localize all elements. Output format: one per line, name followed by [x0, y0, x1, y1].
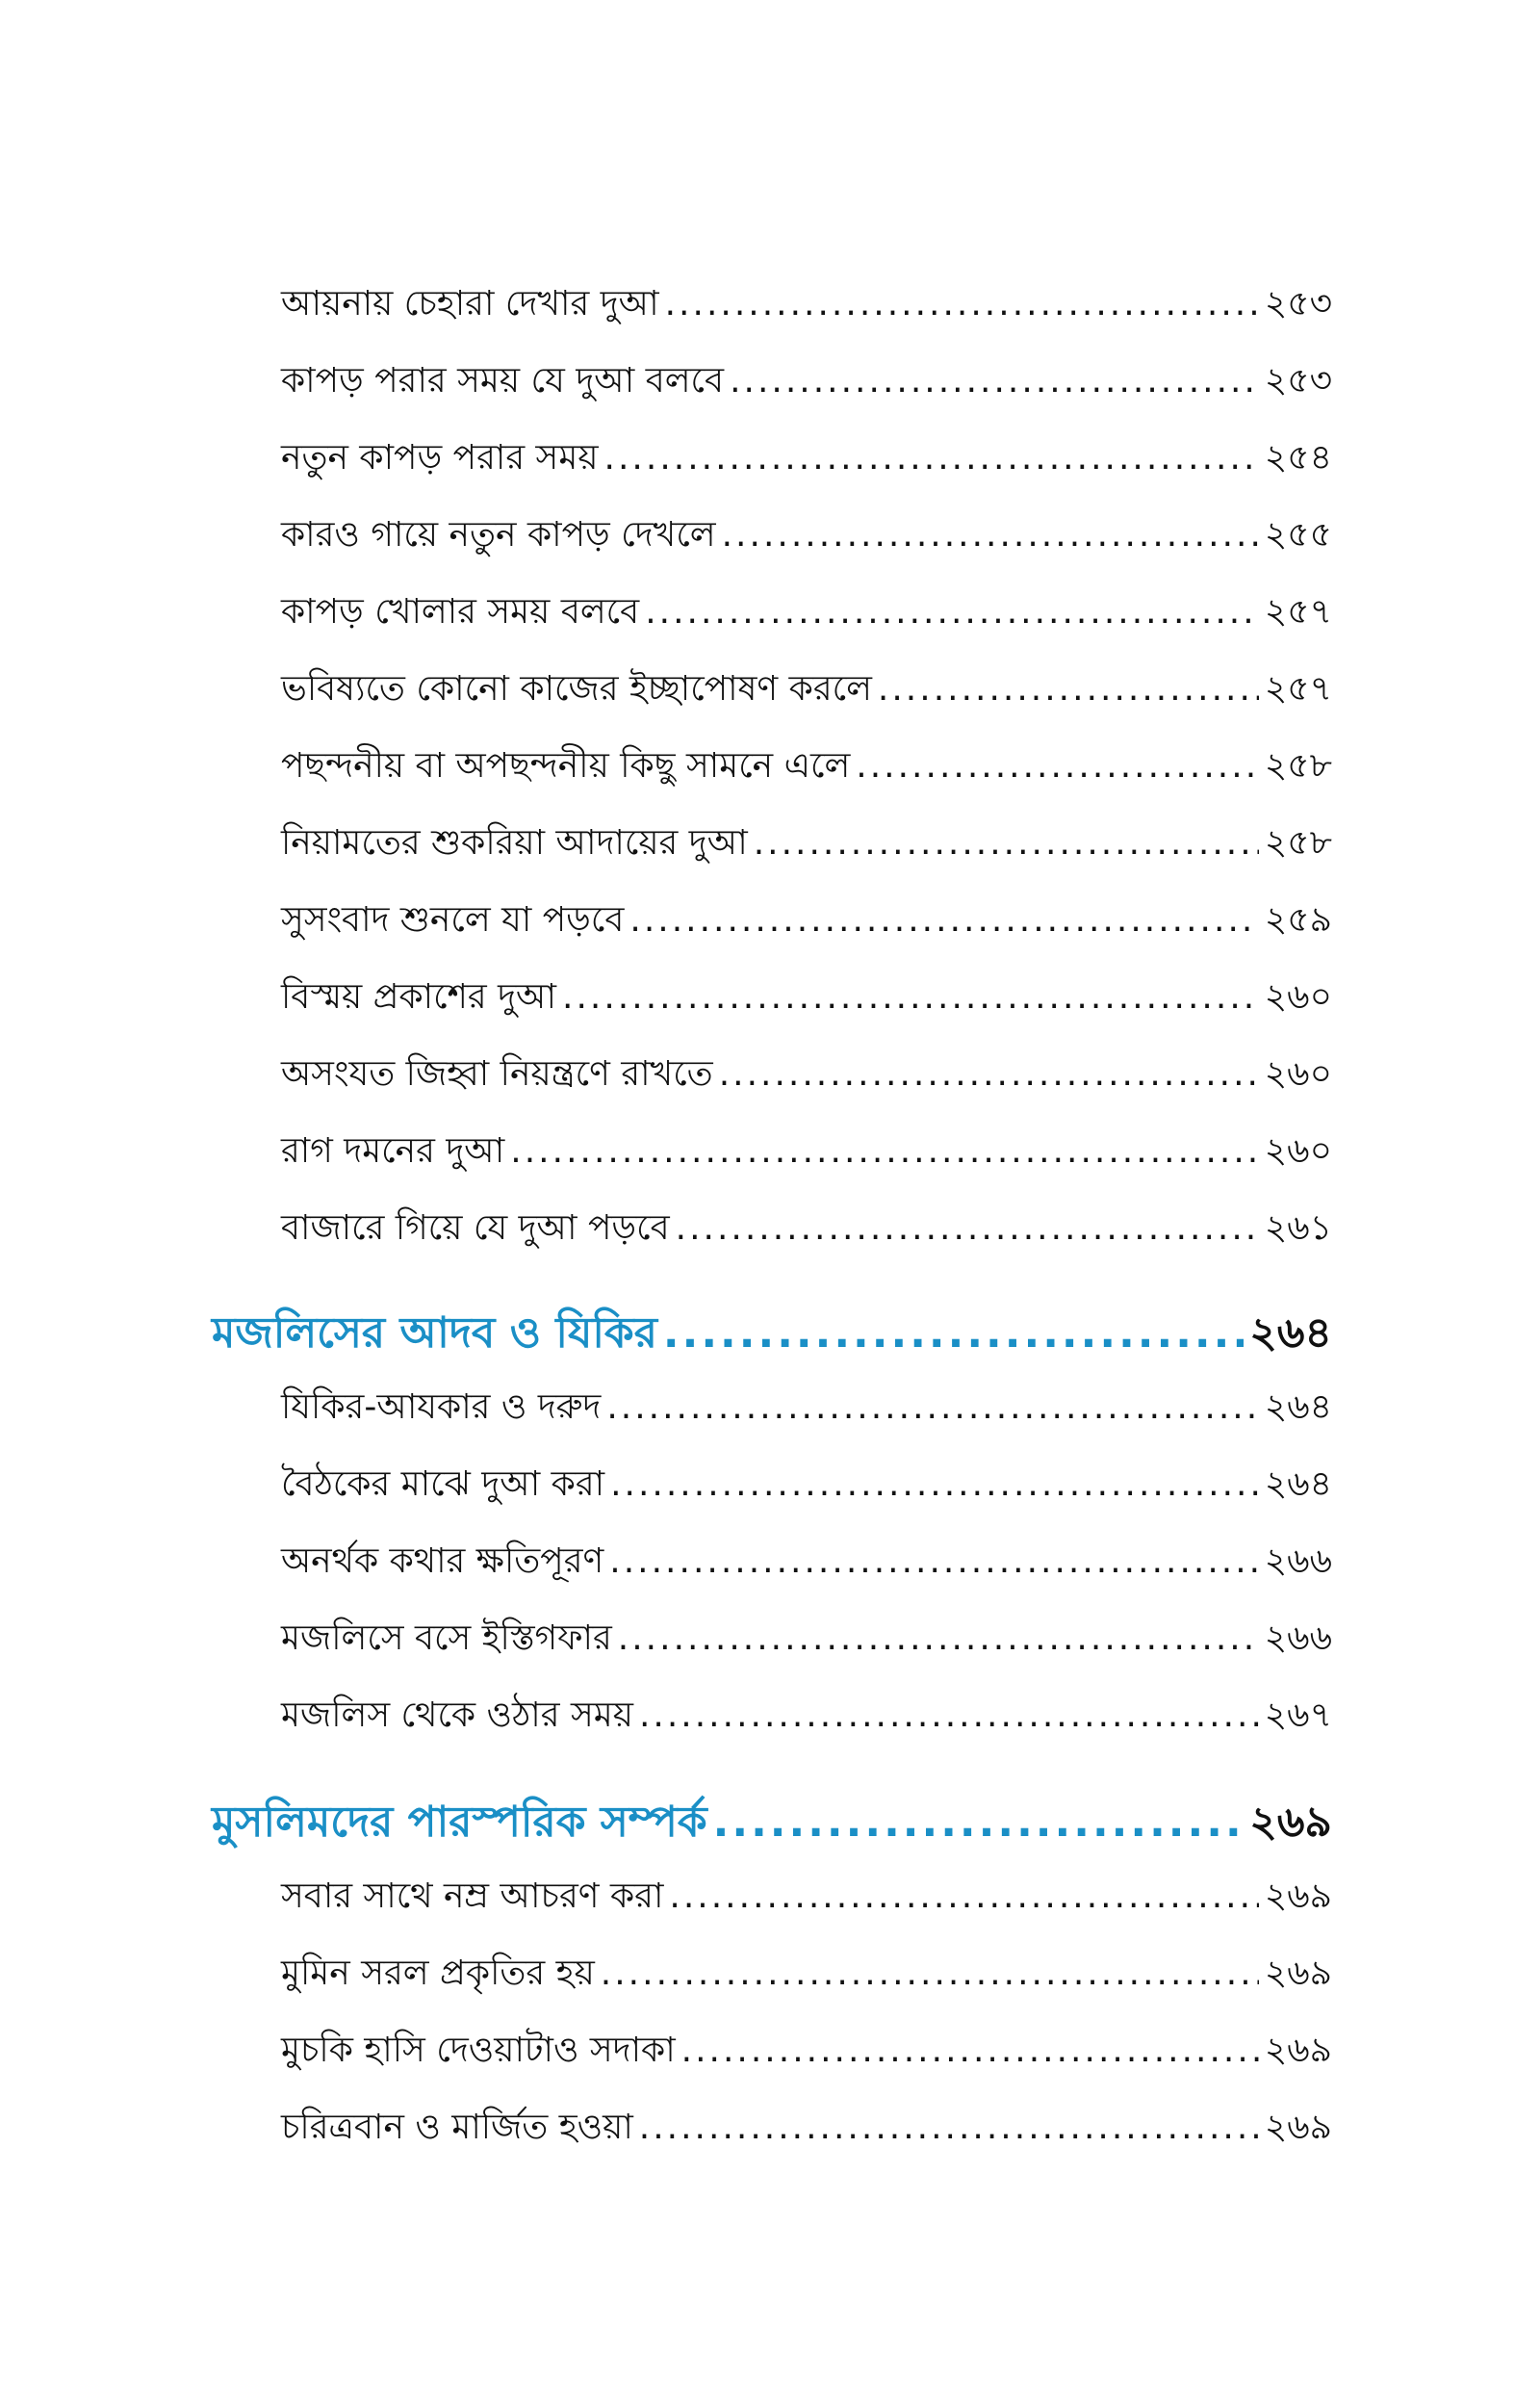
- dot-leader: [669, 1868, 1258, 1926]
- toc-entry-page: ২৫৭: [1264, 669, 1332, 709]
- toc-entry-page: ২৬৬: [1264, 1541, 1332, 1581]
- toc-entry-page: ২৫৭: [1264, 592, 1332, 632]
- toc-entry[interactable]: [281, 738, 1332, 795]
- toc-entry-title: সুসংবাদ শুনলে যা পড়বে: [281, 900, 625, 940]
- dot-leader: [722, 506, 1259, 564]
- dot-leader: [606, 1379, 1259, 1436]
- dot-leader: [754, 815, 1259, 872]
- toc-entry[interactable]: [281, 660, 1332, 718]
- toc-entry[interactable]: [281, 1868, 1332, 1926]
- toc-entry-page: ২৫৮: [1264, 823, 1332, 863]
- toc-entry-title: কাপড় পরার সময় যে দুআ বলবে: [281, 361, 725, 401]
- dot-leader: [878, 660, 1259, 718]
- toc-entry-title: মুমিন সরল প্রকৃতির হয়: [281, 1954, 595, 1993]
- dot-leader: [719, 1046, 1259, 1103]
- toc-entry-page: ২৬৯: [1264, 2031, 1332, 2070]
- dot-leader: [681, 2022, 1259, 2080]
- dot-leader: [618, 1610, 1259, 1668]
- dot-leader: [601, 1945, 1259, 2003]
- toc-entry-page: ২৬৬: [1264, 1618, 1332, 1658]
- toc-entry-title: বাজারে গিয়ে যে দুআ পড়বে: [281, 1208, 670, 1248]
- toc-entry[interactable]: [281, 1046, 1332, 1103]
- toc-entry-page: ২৫৯: [1264, 900, 1332, 940]
- toc-entry[interactable]: [281, 275, 1332, 333]
- dot-leader: [604, 429, 1259, 487]
- toc-entry-title: মজলিস থেকে ওঠার সময়: [281, 1695, 633, 1735]
- toc-entry[interactable]: [281, 429, 1332, 487]
- section-heading-title: মজলিসের আদব ও যিকির: [212, 1308, 657, 1358]
- toc-entry-page: ২৬৪: [1264, 1464, 1332, 1504]
- section-heading-title: মুসলিমদের পারস্পরিক সম্পর্ক: [212, 1798, 707, 1847]
- toc-entry-title: ভবিষ্যতে কোনো কাজের ইচ্ছাপোষণ করলে: [281, 669, 872, 709]
- toc-entry-title: সবার সাথে নম্র আচরণ করা: [281, 1876, 664, 1916]
- dot-leader: [639, 1687, 1259, 1745]
- toc-entry-title: কাপড় খোলার সময় বলবে: [281, 592, 640, 632]
- toc-entry-title: অসংযত জিহ্বা নিয়ন্ত্রণে রাখতে: [281, 1054, 713, 1094]
- toc-entry-page: ২৬৯: [1264, 1876, 1332, 1916]
- toc-entry[interactable]: [281, 1456, 1332, 1514]
- toc-entry-page: ২৫৩: [1264, 284, 1332, 324]
- toc-entry-title: বৈঠকের মাঝে দুআ করা: [281, 1464, 605, 1504]
- toc-entry-title: আয়নায় চেহারা দেখার দুআ: [281, 284, 659, 324]
- toc-entry-title: মুচকি হাসি দেওয়াটাও সদাকা: [281, 2031, 676, 2070]
- toc-entry-title: নিয়ামতের শুকরিয়া আদায়ের দুআ: [281, 823, 748, 863]
- toc-entry-page: ২৬৯: [1264, 1954, 1332, 1993]
- toc-entry[interactable]: [281, 2099, 1332, 2157]
- toc-entry[interactable]: [281, 583, 1332, 641]
- toc-entry-page: ২৬০: [1264, 1131, 1332, 1171]
- toc-entry-page: ২৬০: [1264, 977, 1332, 1017]
- dot-leader: [856, 738, 1259, 795]
- dot-leader: [510, 1123, 1258, 1180]
- toc-entry[interactable]: [281, 352, 1332, 410]
- toc-entry[interactable]: [281, 815, 1332, 872]
- section-heading-page: ২৬৪: [1249, 1308, 1332, 1358]
- dot-leader: [665, 275, 1259, 333]
- toc-entry-title: মজলিসে বসে ইস্তিগফার: [281, 1618, 612, 1658]
- toc-entry-page: ২৫৩: [1264, 361, 1332, 401]
- toc-entry-title: রাগ দমনের দুআ: [281, 1131, 505, 1171]
- dot-leader: [610, 1456, 1259, 1514]
- toc-entry[interactable]: [281, 969, 1332, 1026]
- dot-leader: [676, 1200, 1259, 1257]
- dot-leader: [713, 1789, 1245, 1856]
- dot-leader: [663, 1300, 1244, 1367]
- toc-section-heading[interactable]: [212, 1300, 1332, 1367]
- toc-entry[interactable]: [281, 1533, 1332, 1591]
- toc-entry-page: ২৫৮: [1264, 746, 1332, 786]
- toc-entry[interactable]: [281, 1379, 1332, 1436]
- toc-entry[interactable]: [281, 1610, 1332, 1668]
- section-heading-page: ২৬৯: [1249, 1798, 1332, 1847]
- toc-entry-page: ২৬০: [1264, 1054, 1332, 1094]
- toc-entry-title: যিকির-আযকার ও দরুদ: [281, 1387, 602, 1427]
- toc-entry-page: ২৬৪: [1264, 1387, 1332, 1427]
- toc-entry-page: ২৬৯: [1264, 2108, 1332, 2147]
- dot-leader: [562, 969, 1259, 1026]
- toc-entry[interactable]: [281, 1945, 1332, 2003]
- toc-entry[interactable]: [281, 1200, 1332, 1257]
- dot-leader: [639, 2099, 1259, 2157]
- toc-entry[interactable]: [281, 892, 1332, 949]
- toc-section-heading[interactable]: [212, 1789, 1332, 1856]
- dot-leader: [645, 583, 1259, 641]
- toc-entry-title: চরিত্রবান ও মার্জিত হওয়া: [281, 2108, 633, 2147]
- toc-entry[interactable]: [281, 1123, 1332, 1180]
- toc-entry-title: কারও গায়ে নতুন কাপড় দেখলে: [281, 515, 716, 555]
- toc-entry-page: ২৬৭: [1264, 1695, 1332, 1735]
- toc-entry-title: নতুন কাপড় পরার সময়: [281, 438, 599, 478]
- toc-entry-title: বিস্ময় প্রকাশের দুআ: [281, 977, 557, 1017]
- toc-entry[interactable]: [281, 2022, 1332, 2080]
- toc-entry-page: ২৫৪: [1264, 438, 1332, 478]
- toc-entry-page: ২৬১: [1264, 1208, 1332, 1248]
- dot-leader: [629, 892, 1258, 949]
- toc-entry-title: পছন্দনীয় বা অপছন্দনীয় কিছু সামনে এলে: [281, 746, 851, 786]
- toc-entry-page: ২৫৫: [1264, 515, 1332, 555]
- dot-leader: [609, 1533, 1258, 1591]
- dot-leader: [730, 352, 1259, 410]
- toc-entry-title: অনর্থক কথার ক্ষতিপূরণ: [281, 1541, 604, 1581]
- toc-entry[interactable]: [281, 506, 1332, 564]
- toc-entry[interactable]: [281, 1687, 1332, 1745]
